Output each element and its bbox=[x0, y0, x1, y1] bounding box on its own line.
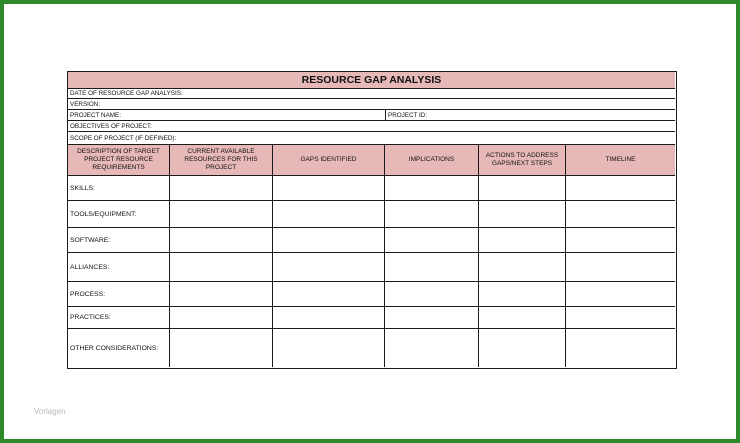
table-cell[interactable] bbox=[170, 201, 273, 228]
objectives-label: OBJECTIVES OF PROJECT: bbox=[70, 123, 152, 130]
table-cell[interactable] bbox=[273, 282, 385, 307]
table-cell[interactable] bbox=[385, 228, 479, 253]
table-cell[interactable] bbox=[273, 228, 385, 253]
objectives-field[interactable] bbox=[68, 121, 675, 132]
date-label: DATE OF RESOURCE GAP ANALYSIS: bbox=[70, 90, 183, 97]
table-cell[interactable] bbox=[170, 228, 273, 253]
project-name-row bbox=[68, 110, 675, 121]
row-label: PROCESS: bbox=[68, 282, 170, 307]
project-name-field[interactable] bbox=[68, 110, 385, 121]
sheet-title: RESOURCE GAP ANALYSIS bbox=[68, 72, 675, 89]
version-label: VERSION: bbox=[70, 101, 101, 108]
column-header-actions: ACTIONS TO ADDRESS GAPS/NEXT STEPS bbox=[479, 145, 566, 176]
project-name-label: PROJECT NAME: bbox=[70, 112, 121, 119]
table-cell[interactable] bbox=[170, 282, 273, 307]
row-label: SKILLS: bbox=[68, 176, 170, 201]
table-cell[interactable] bbox=[385, 253, 479, 282]
row-label: PRACTICES: bbox=[68, 307, 170, 329]
table-cell[interactable] bbox=[273, 201, 385, 228]
date-field[interactable] bbox=[68, 88, 675, 99]
table-cell[interactable] bbox=[170, 307, 273, 329]
table-cell[interactable] bbox=[385, 201, 479, 228]
table-row-practices bbox=[68, 307, 675, 329]
row-label: OTHER CONSIDERATIONS: bbox=[68, 329, 170, 367]
table-cell[interactable] bbox=[273, 176, 385, 201]
table-cell[interactable] bbox=[566, 201, 675, 228]
project-id-label: PROJECT ID: bbox=[388, 112, 428, 119]
table-row-process bbox=[68, 282, 675, 307]
table-cell[interactable] bbox=[479, 201, 566, 228]
table-cell[interactable] bbox=[170, 253, 273, 282]
row-label: SOFTWARE: bbox=[68, 228, 170, 253]
table-cell[interactable] bbox=[566, 282, 675, 307]
row-label: ALLIANCES: bbox=[68, 253, 170, 282]
project-id-field[interactable] bbox=[386, 110, 675, 121]
table-cell[interactable] bbox=[566, 176, 675, 201]
table-cell[interactable] bbox=[170, 329, 273, 367]
scope-label: SCOPE OF PROJECT (IF DEFINED): bbox=[70, 135, 177, 142]
scope-field[interactable] bbox=[68, 132, 675, 145]
watermark: Vorlagen bbox=[34, 407, 66, 416]
table-cell[interactable] bbox=[566, 307, 675, 329]
row-label: TOOLS/EQUIPMENT: bbox=[68, 201, 170, 228]
table-cell[interactable] bbox=[385, 282, 479, 307]
table-cell[interactable] bbox=[479, 176, 566, 201]
column-header-current-resources: CURRENT AVAILABLE RESOURCES FOR THIS PROJECT bbox=[170, 145, 273, 176]
table-cell[interactable] bbox=[385, 307, 479, 329]
table-cell[interactable] bbox=[479, 228, 566, 253]
version-field[interactable] bbox=[68, 99, 675, 110]
table-cell[interactable] bbox=[479, 253, 566, 282]
table-row-tools bbox=[68, 201, 675, 228]
table-cell[interactable] bbox=[273, 329, 385, 367]
table-cell[interactable] bbox=[479, 307, 566, 329]
table-row-alliances bbox=[68, 253, 675, 282]
column-header-gaps: GAPS IDENTIFIED bbox=[273, 145, 385, 176]
table-cell[interactable] bbox=[479, 329, 566, 367]
table-row-other bbox=[68, 329, 675, 367]
gap-analysis-sheet bbox=[67, 71, 677, 369]
column-header-implications: IMPLICATIONS bbox=[385, 145, 479, 176]
table-cell[interactable] bbox=[170, 176, 273, 201]
gap-table bbox=[68, 145, 675, 367]
table-cell[interactable] bbox=[566, 253, 675, 282]
table-cell[interactable] bbox=[566, 228, 675, 253]
table-row-skills bbox=[68, 176, 675, 201]
table-row-software bbox=[68, 228, 675, 253]
column-header-description: DESCRIPTION OF TARGET PROJECT RESOURCE REQUIREMENTS bbox=[68, 145, 170, 176]
table-cell[interactable] bbox=[385, 176, 479, 201]
table-cell[interactable] bbox=[273, 253, 385, 282]
column-header-timeline: TIMELINE bbox=[566, 145, 675, 176]
table-cell[interactable] bbox=[273, 307, 385, 329]
table-cell[interactable] bbox=[385, 329, 479, 367]
table-cell[interactable] bbox=[479, 282, 566, 307]
table-cell[interactable] bbox=[566, 329, 675, 367]
